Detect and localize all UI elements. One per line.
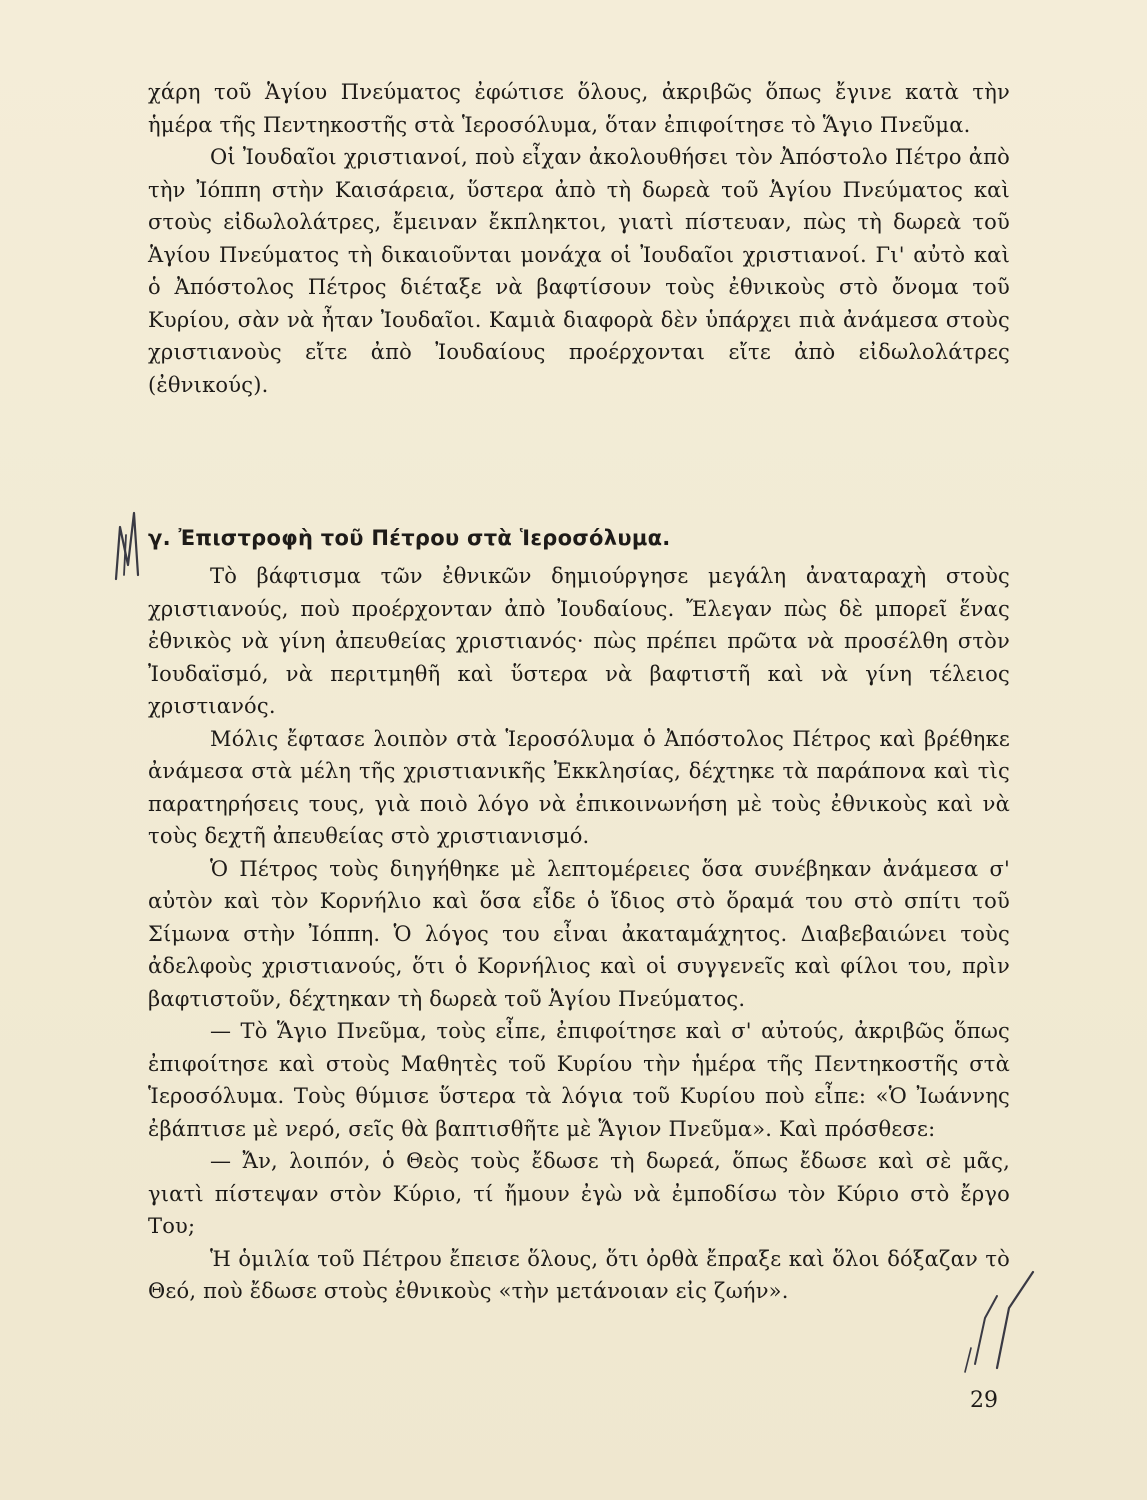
main-text-block: [148, 560, 1010, 1308]
paragraph-dialogue: — Τὸ Ἅγιο Πνεῦμα, τοὺς εἶπε, ἐπιφοίτησε καὶ σ' αὐτούς, ἀκριβῶς ὅπως ἐπιφοίτησε καὶ στοὺς Μαθητὲς τοῦ Κυρίου τὴν ἡμέρα τῆς Πεντηκοστῆς στὰ Ἱεροσόλυμα. Τοὺς θύμισε ὕστερα τὰ λόγια τοῦ Κυρίου ποὺ εἶπε: «Ὁ Ἰωάννης ἐβάπτισε μὲ νερό, σεῖς θὰ βαπτισθῆτε μὲ Ἅγιον Πνεῦμα». Καὶ πρόσθεσε:: [148, 1019, 1010, 1141]
paragraph: Οἱ Ἰουδαῖοι χριστιανοί, ποὺ εἶχαν ἀκολουθήσει τὸν Ἀπόστολο Πέτρο ἀπὸ τὴν Ἰόππη στὴν Καισάρεια, ὕστερα ἀπὸ τὴ δωρεὰ τοῦ Ἁγίου Πνεύματος καὶ στοὺς εἰδωλολάτρες, ἔμειναν ἔκπληκτοι, γιατὶ πίστευαν, πὼς τὴ δωρεὰ τοῦ Ἁγίου Πνεύματος τὴ δικαιοῦνται μονάχα οἱ Ἰουδαῖοι χριστιανοί. Γι' αὐτὸ καὶ ὁ Ἀπόστολος Πέτρος διέταξε νὰ βαφτίσουν τοὺς ἐθνικοὺς στὸ ὄνομα τοῦ Κυρίου, σὰν νὰ ἦταν Ἰουδαῖοι. Καμιὰ διαφορὰ δὲν ὑπάρχει πιὰ ἀνάμεσα στοὺς χριστιανοὺς εἴτε ἀπὸ Ἰουδαίους προέρχονται εἴτε ἀπὸ εἰδωλολάτρες (ἐθνικούς).: [148, 145, 1010, 397]
paragraph: Τὸ βάφτισμα τῶν ἐθνικῶν δημιούργησε μεγάλη ἀναταραχὴ στοὺς χριστιανούς, ποὺ προέρχονταν ἀπὸ Ἰουδαίους. Ἔλεγαν πὼς δὲ μπορεῖ ἕνας ἐθνικὸς νὰ γίνη ἀπευθείας χριστιανός· πὼς πρέπει πρῶτα νὰ προσέλθη στὸν Ἰουδαϊσμό, νὰ περιτμηθῆ καὶ ὕστερα νὰ βαφτιστῆ καὶ νὰ γίνη τέλειος χριστιανός.: [148, 564, 1010, 718]
paragraph: Ὁ Πέτρος τοὺς διηγήθηκε μὲ λεπτομέρειες ὅσα συνέβηκαν ἀνάμεσα σ' αὐτὸν καὶ τὸν Κορνήλιο καὶ ὅσα εἶδε ὁ ἴδιος στὸ ὅραμά του στὸ σπίτι τοῦ Σίμωνα στὴν Ἰόππη. Ὁ λόγος του εἶναι ἀκαταμάχητος. Διαβεβαιώνει τοὺς ἀδελφοὺς χριστιανούς, ὅτι ὁ Κορνήλιος καὶ οἱ συγγενεῖς καὶ φίλοι του, πρὶν βαφτιστοῦν, δέχτηκαν τὴ δωρεὰ τοῦ Ἁγίου Πνεύματος.: [148, 856, 1010, 1011]
paragraph: Μόλις ἔφτασε λοιπὸν στὰ Ἱεροσόλυμα ὁ Ἀπόστολος Πέτρος καὶ βρέθηκε ἀνάμεσα στὰ μέλη τῆς χριστιανικῆς Ἐκκλησίας, δέχτηκε τὰ παράπονα καὶ τὶς παρατηρήσεις τους, γιὰ ποιὸ λόγο νὰ ἐπικοινωνήση μὲ τοὺς ἐθνικοὺς καὶ νὰ τοὺς δεχτῆ ἀπευθείας στὸ χριστιανισμό.: [148, 726, 1010, 848]
top-text-block: [148, 76, 1010, 401]
paragraph-dialogue: — Ἄν, λοιπόν, ὁ Θεὸς τοὺς ἔδωσε τὴ δωρεά, ὅπως ἔδωσε καὶ σὲ μᾶς, γιατὶ πίστεψαν στὸν Κύριο, τί ἤμουν ἐγὼ νὰ ἐμποδίσω τὸν Κύριο στὸ ἔργο Του;: [148, 1149, 1010, 1238]
page-number: 29: [970, 1388, 998, 1413]
handwritten-pen-mark: [945, 1268, 1040, 1378]
paragraph: Ἡ ὁμιλία τοῦ Πέτρου ἔπεισε ὅλους, ὅτι ὀρθὰ ἔπραξε καὶ ὅλοι δόξαζαν τὸ Θεό, ποὺ ἔδωσε στοὺς ἐθνικοὺς «τὴν μετάνοιαν εἰς ζωήν».: [148, 1246, 1010, 1303]
section-heading: γ. Ἐπιστροφὴ τοῦ Πέτρου στὰ Ἱεροσόλυμα.: [148, 526, 671, 550]
paragraph-continuation: χάρη τοῦ Ἁγίου Πνεύματος ἐφώτισε ὅλους, ἀκριβῶς ὅπως ἔγινε κατὰ τὴν ἡμέρα τῆς Πεντηκοστῆς στὰ Ἱεροσόλυμα, ὅταν ἐπιφοίτησε τὸ Ἅγιο Πνεῦμα.: [148, 80, 1010, 137]
